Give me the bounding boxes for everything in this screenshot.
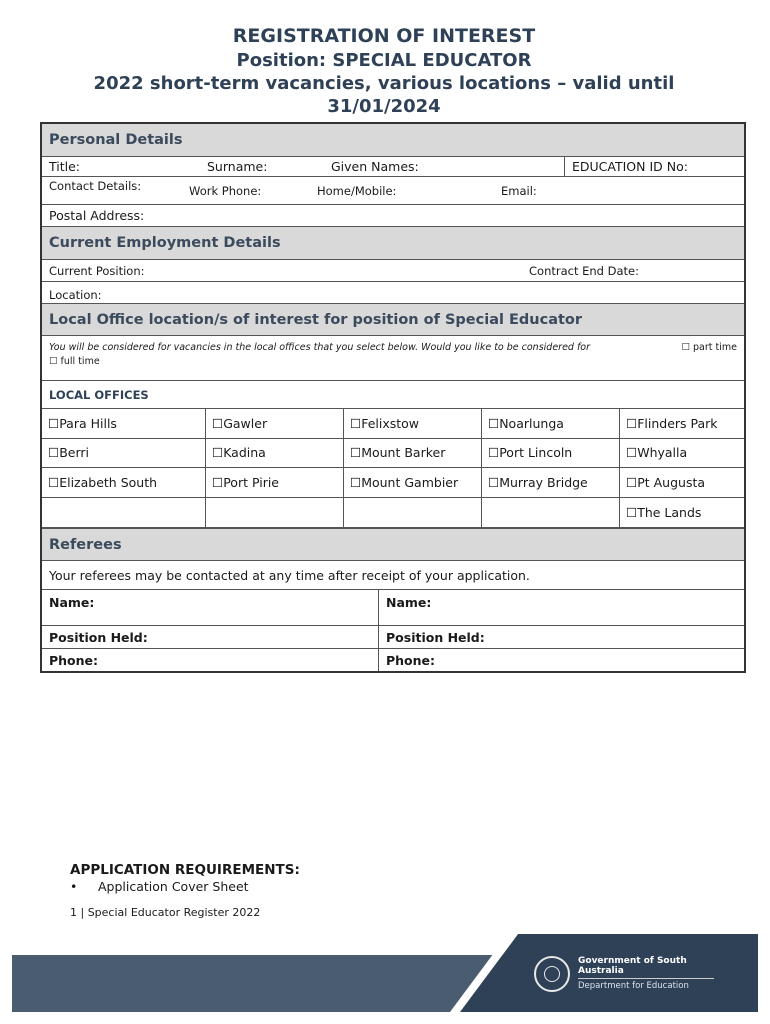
location-field[interactable]: Location: <box>49 288 102 302</box>
contact-row <box>42 177 744 205</box>
home-mobile-field[interactable]: Home/Mobile: <box>317 183 397 198</box>
referees-note: Your referees may be contacted at any time after receipt of your application. <box>49 567 530 583</box>
doc-subtitle: 2022 short-term vacancies, various locations – valid until <box>93 73 675 94</box>
office-checkbox[interactable]: ☐Pt Augusta <box>620 468 744 498</box>
postal-address-field[interactable]: Postal Address: <box>49 208 145 223</box>
local-offices-header-row <box>42 381 744 409</box>
full-time-checkbox[interactable]: ☐ full time <box>49 356 100 367</box>
referee1-name-field[interactable]: Name: <box>49 595 95 610</box>
employment-type-line <box>49 341 737 355</box>
office-checkbox[interactable]: ☐Berri <box>42 439 206 469</box>
office-checkbox[interactable]: ☐Noarlunga <box>482 409 620 439</box>
position-row <box>42 260 744 282</box>
part-time-checkbox[interactable]: ☐ part time <box>681 342 737 353</box>
doc-valid-date: 31/01/2024 <box>327 96 441 117</box>
referee1-phone-field[interactable]: Phone: <box>49 652 99 668</box>
contract-end-date-field[interactable]: Contract End Date: <box>529 263 639 278</box>
government-crest-icon <box>534 956 570 992</box>
referee2-phone-field[interactable]: Phone: <box>378 649 744 671</box>
office-checkbox[interactable]: ☐Kadina <box>206 439 344 469</box>
office-checkbox[interactable]: ☐Elizabeth South <box>42 468 206 498</box>
page-footer: 1 | Special Educator Register 2022 <box>70 906 261 919</box>
local-offices-heading: LOCAL OFFICES <box>49 387 149 402</box>
document-header <box>40 24 728 118</box>
education-id-field[interactable]: EDUCATION ID No: <box>564 157 744 176</box>
government-name: Government of South Australia <box>578 956 714 979</box>
referee-name-row <box>42 590 744 626</box>
office-empty-cell <box>482 498 620 528</box>
title-field[interactable]: Title: <box>49 159 80 174</box>
department-name: Department for Education <box>578 981 689 991</box>
office-checkbox[interactable]: ☐The Lands <box>626 504 702 520</box>
email-field[interactable]: Email: <box>501 183 537 198</box>
office-checkbox[interactable]: ☐Mount Barker <box>344 439 482 469</box>
list-item <box>70 879 300 894</box>
section-local-office <box>42 304 744 336</box>
requirement-text: Application Cover Sheet <box>98 879 249 894</box>
local-offices-grid <box>42 409 744 528</box>
crest-inner-ring <box>544 966 560 982</box>
referee1-position-field[interactable]: Position Held: <box>49 629 148 645</box>
doc-position: Position: SPECIAL EDUCATOR <box>236 50 532 71</box>
office-empty-cell <box>42 498 206 528</box>
section-heading: Local Office location/s of interest for position of Special Educator <box>49 311 583 328</box>
local-office-note: You will be considered for vacancies in the local offices that you select below. Would you like to be considered for <box>49 342 591 353</box>
bullet: • <box>70 879 78 894</box>
section-current-employment <box>42 227 744 260</box>
current-position-field[interactable]: Current Position: <box>49 263 145 278</box>
office-checkbox[interactable]: ☐Whyalla <box>620 439 744 469</box>
office-checkbox[interactable]: ☐Gawler <box>206 409 344 439</box>
contact-details-label: Contact Details: <box>49 179 142 193</box>
section-referees <box>42 528 744 561</box>
section-heading: Referees <box>49 536 122 553</box>
office-empty-cell <box>206 498 344 528</box>
postal-row <box>42 205 744 227</box>
section-personal-details <box>42 124 744 157</box>
employment-type-row <box>42 336 744 381</box>
office-checkbox[interactable]: ☐Murray Bridge <box>482 468 620 498</box>
section-heading: Current Employment Details <box>49 235 281 251</box>
office-checkbox[interactable]: ☐Port Lincoln <box>482 439 620 469</box>
office-checkbox[interactable]: ☐Felixstow <box>344 409 482 439</box>
doc-title: REGISTRATION OF INTEREST <box>232 25 536 47</box>
referee2-name-field[interactable]: Name: <box>378 590 744 625</box>
section-heading: Personal Details <box>49 132 183 148</box>
government-logo <box>578 956 714 991</box>
name-row <box>42 157 744 177</box>
application-requirements-title: APPLICATION REQUIREMENTS: <box>70 862 300 878</box>
surname-field[interactable]: Surname: <box>207 159 268 174</box>
referee-position-row <box>42 626 744 649</box>
registration-form <box>40 122 746 673</box>
referee2-position-field[interactable]: Position Held: <box>378 626 744 648</box>
office-checkbox[interactable]: ☐Flinders Park <box>620 409 744 439</box>
office-empty-cell <box>344 498 482 528</box>
office-checkbox[interactable]: ☐Mount Gambier <box>344 468 482 498</box>
office-checkbox[interactable]: ☐Para Hills <box>42 409 206 439</box>
work-phone-field[interactable]: Work Phone: <box>189 183 262 198</box>
referee-phone-row <box>42 649 744 671</box>
office-checkbox[interactable]: ☐Port Pirie <box>206 468 344 498</box>
location-row <box>42 282 744 304</box>
given-names-field[interactable]: Given Names: <box>331 159 419 174</box>
referees-note-row <box>42 561 744 590</box>
application-requirements <box>70 862 300 894</box>
